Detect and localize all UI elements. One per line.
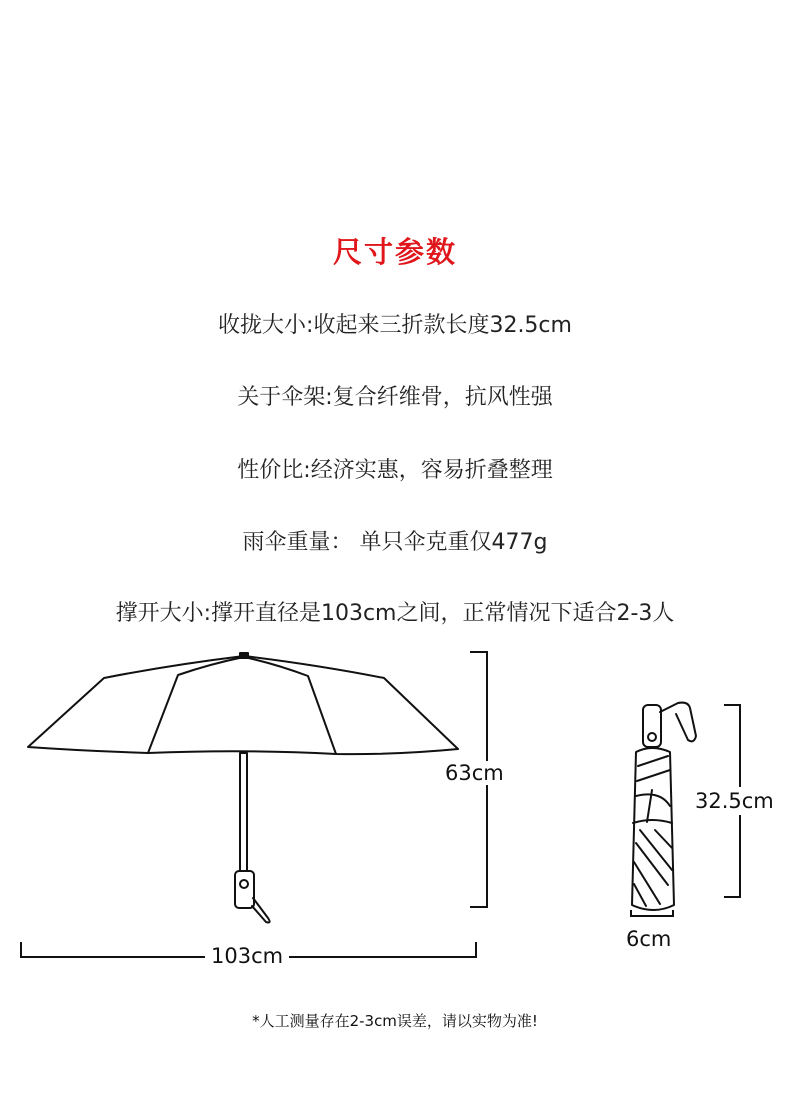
spec-folded-size: 收拢大小:收起来三折款长度32.5cm (218, 313, 572, 338)
spec-open-size: 撑开大小:撑开直径是103cm之间，正常情况下适合2-3人 (115, 601, 675, 626)
open-umbrella-icon (28, 653, 458, 923)
folded-height-label: 32.5cm (695, 789, 774, 813)
page-title: 尺寸参数 (332, 235, 457, 269)
open-width-label: 103cm (205, 944, 289, 968)
spec-frame: 关于伞架:复合纤维骨，抗风性强 (237, 385, 553, 410)
measurement-note: *人工测量存在2-3cm误差，请以实物为准! (252, 1012, 538, 1030)
folded-umbrella-icon (632, 703, 696, 910)
spec-value: 性价比:经济实惠，容易折叠整理 (237, 458, 553, 483)
spec-weight: 雨伞重量： 单只伞克重仅477g (242, 530, 548, 555)
folded-width-label: 6cm (626, 927, 672, 951)
open-height-label: 63cm (445, 761, 504, 785)
